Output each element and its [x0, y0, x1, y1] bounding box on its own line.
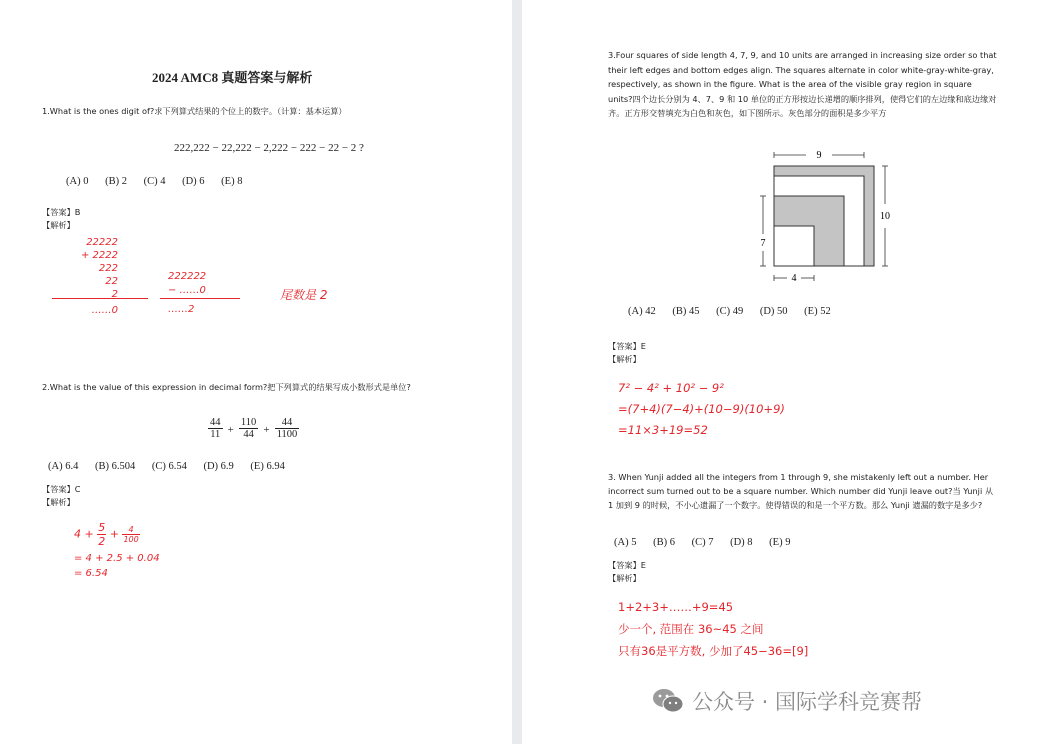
- squares-figure: [754, 146, 904, 284]
- question-1-handwriting-note: 尾数是 2: [280, 288, 328, 302]
- hw-line: ……2: [168, 304, 195, 315]
- hw-rule: [160, 298, 240, 299]
- fraction: $\frac{44}{1100}$: [276, 417, 298, 440]
- question-1-answer: 【答案】B: [42, 207, 81, 217]
- fraction: $\frac{110}{44}$: [240, 417, 257, 440]
- question-4-analysis-label: 【解析】: [608, 573, 641, 583]
- choice: (D) 8: [730, 537, 753, 548]
- choice: (B) 6.504: [94, 461, 136, 472]
- hw-rule: [52, 298, 148, 299]
- hw-line: − ……0: [168, 285, 206, 296]
- left-page: [0, 0, 512, 744]
- question-2-text: 2.What is the value of this expression in decimal form?把下列算式的结果写成小数形式是单位?: [42, 382, 411, 392]
- fraction: $\frac{44}{11}$: [210, 417, 221, 440]
- hw-line: 22: [105, 276, 118, 287]
- choice: (E) 52: [804, 306, 831, 317]
- hw-line: + 2222: [80, 250, 118, 261]
- question-1-handwriting-diff: [168, 270, 206, 317]
- choice: (C) 7: [691, 537, 714, 548]
- hw-fraction: $\frac{4}{100}$: [123, 525, 139, 544]
- watermark-text: 公众号 · 国际学科竞赛帮: [692, 690, 923, 714]
- hw-line: 222: [98, 263, 118, 274]
- label-10: 10: [880, 211, 890, 222]
- question-1-analysis-label: 【解析】: [42, 220, 75, 230]
- question-4-choices: [614, 537, 804, 548]
- question-4-text: 3. When Yunji added all the integers from 1 through 9, she mistakenly left out a number. Her incorrect sum turned out to be a square number. Which number did Yunji leave out?当 Yunji 从 1 加到 9 的时候，不小心遗漏了一个数字。使得错误的和是一个平方数。那么 Yunji 遗漏的数字是多少?: [608, 472, 994, 510]
- question-2-handwriting-line1: 4 + $\frac{5}{2}$ + $\frac{4}{100}$: [74, 521, 139, 548]
- question-1-choices: [66, 176, 256, 187]
- question-3-analysis-label: 【解析】: [608, 354, 641, 364]
- choice: (A) 0: [66, 176, 89, 187]
- question-1-handwriting-sum: [60, 236, 118, 317]
- hw-line: ……0: [91, 305, 118, 316]
- hw-fraction: $\frac{5}{2}$: [98, 521, 106, 548]
- hw-line: 7² − 4² + 10² − 9²: [618, 381, 724, 395]
- question-3-text: 3.Four squares of side length 4, 7, 9, and 10 units are arranged in increasing size order so that their left edges and bottom edges align. The squares alternate in color white-gray-white-gray, respectively, as shown in the figure. What is the area of the visible gray region in square units?四个边长分别为 4、7、9 和 10 单位的正方形按边长递增的顺序排列，使得它们的左边缘和底边缘对齐。正方形交替填充为白色和灰色，如下图所示。灰色部分的面积是多少平方: [608, 50, 997, 118]
- label-7: 7: [760, 238, 766, 249]
- choice: (D) 6.9: [203, 461, 234, 472]
- page-title: 2024 AMC8 真题答案与解析: [152, 70, 313, 85]
- right-page: [522, 0, 1050, 744]
- wechat-icon: [652, 687, 684, 715]
- question-4-answer: 【答案】E: [608, 560, 646, 570]
- choice: (E) 6.94: [250, 461, 285, 472]
- watermark: [652, 686, 922, 716]
- choice: (A) 5: [614, 537, 637, 548]
- hw-line: 少一个, 范围在 36~45 之间: [618, 622, 764, 636]
- question-3-handwriting: [618, 378, 785, 441]
- choice: (A) 42: [628, 306, 656, 317]
- hw-line: =(7+4)(7−4)+(10−9)(10+9): [618, 402, 785, 416]
- hw-line: 1+2+3+……+9=45: [618, 600, 734, 614]
- question-2-answer: 【答案】C: [42, 484, 81, 494]
- choice: (B) 45: [672, 306, 700, 317]
- question-2-analysis-label: 【解析】: [42, 497, 75, 507]
- label-4: 4: [791, 273, 797, 284]
- question-1-expression: 222,222 − 22,222 − 2,222 − 222 − 22 − 2 ?: [174, 142, 364, 154]
- hw-line: 只有36是平方数, 少加了45−36=[9]: [618, 644, 809, 658]
- question-3-answer: 【答案】E: [608, 341, 646, 351]
- hw-line: 22222: [86, 237, 118, 248]
- question-2-expression: $\frac{44}{11}$ + $\frac{110}{44}$ + $\frac{44}{1100}$: [210, 417, 298, 440]
- choice: (E) 9: [769, 537, 791, 548]
- square-4-white: [774, 226, 814, 266]
- question-1-text: 1.What is the ones digit of?求下列算式结果的个位上的数字。（计算：基本运算）: [42, 106, 347, 116]
- question-4-handwriting: [618, 596, 808, 662]
- hw-line: 2: [111, 289, 118, 300]
- choice: (B) 2: [105, 176, 127, 187]
- label-9: 9: [816, 150, 822, 161]
- choice: (C) 6.54: [151, 461, 187, 472]
- choice: (C) 49: [716, 306, 744, 317]
- choice: (C) 4: [143, 176, 166, 187]
- choice: (E) 8: [221, 176, 243, 187]
- question-3-choices: [628, 306, 845, 317]
- question-2-handwriting-line2: = 4 + 2.5 + 0.04: [74, 553, 160, 564]
- question-2-choices: [48, 461, 299, 472]
- choice: (D) 50: [759, 306, 788, 317]
- hw-line: =11×3+19=52: [618, 423, 708, 437]
- choice: (A) 6.4: [48, 461, 79, 472]
- hw-line: 222222: [168, 271, 207, 282]
- choice: (B) 6: [653, 537, 675, 548]
- question-2-handwriting-line3: = 6.54: [74, 568, 108, 579]
- choice: (D) 6: [182, 176, 205, 187]
